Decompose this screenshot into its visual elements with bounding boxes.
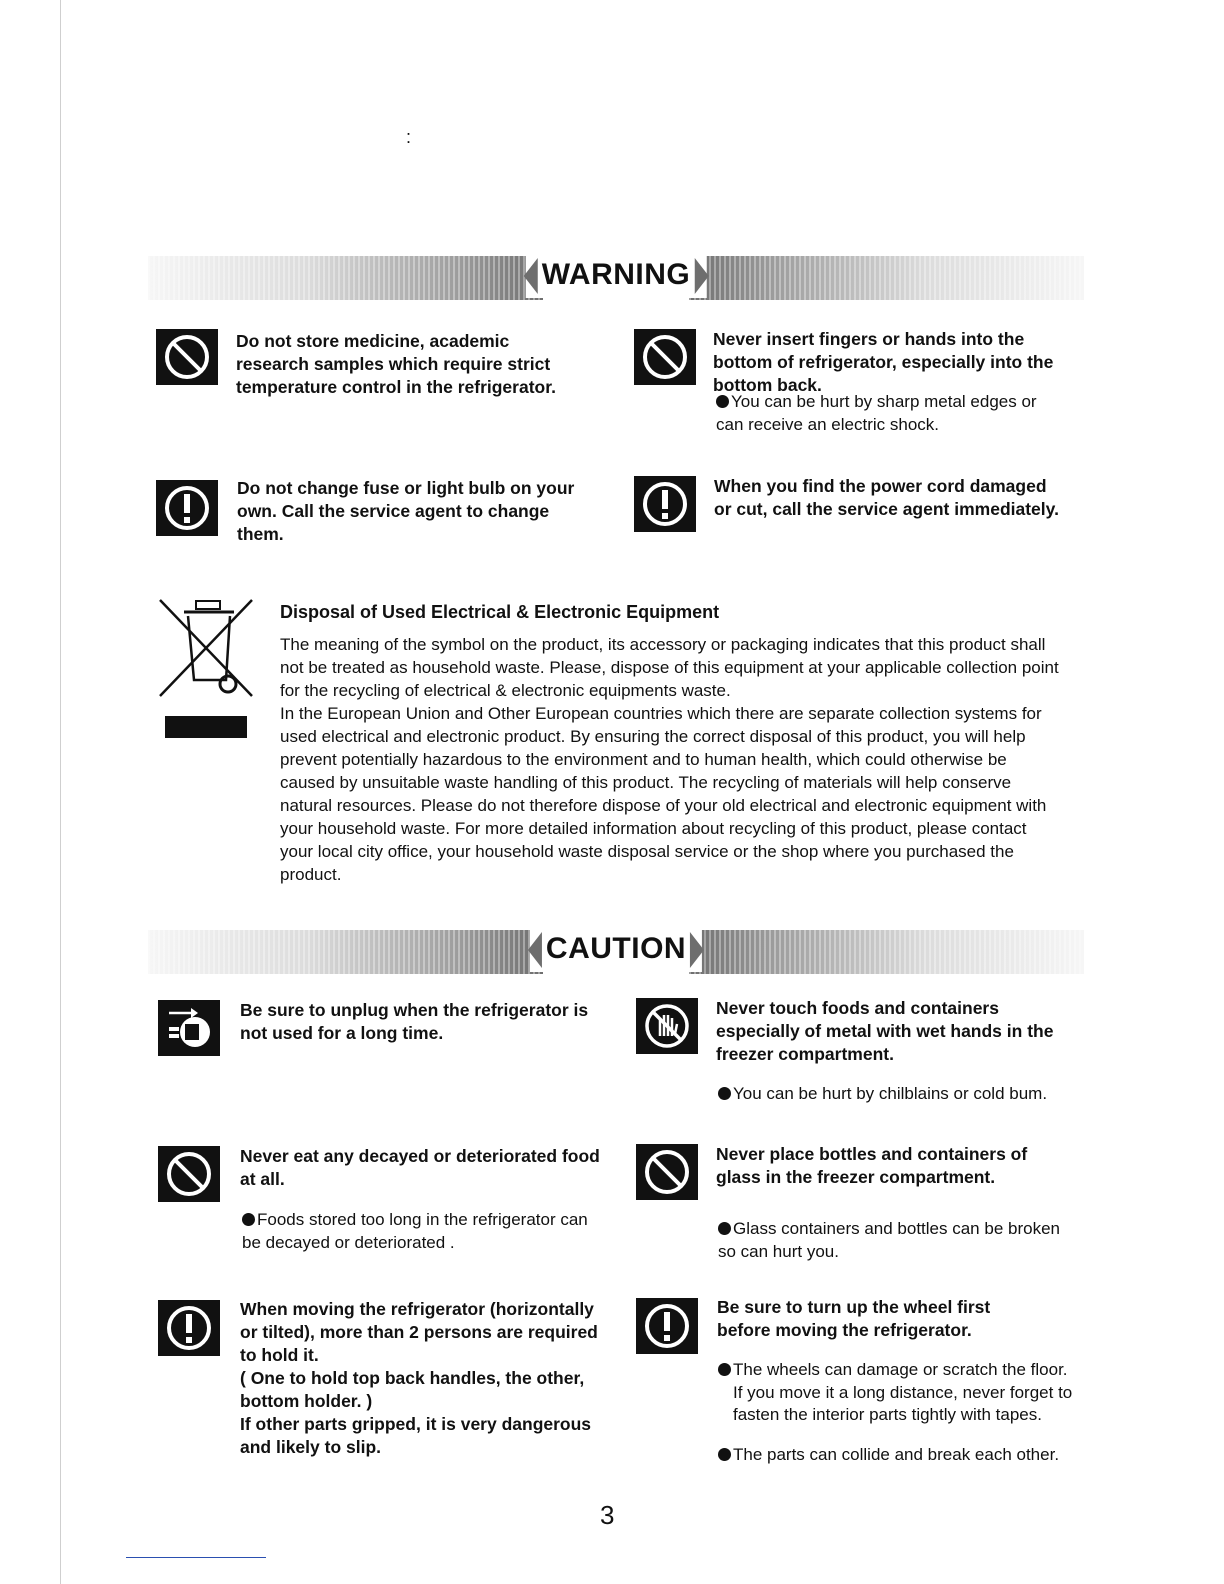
note-text: You can be hurt by chilblains or cold bum. bbox=[733, 1084, 1048, 1103]
caution-title: CAUTION bbox=[530, 926, 702, 972]
no-wet-hands-icon bbox=[636, 998, 698, 1054]
page-margin-line bbox=[60, 0, 61, 1584]
exclamation-icon bbox=[158, 1300, 220, 1356]
note-text: Foods stored too long in the refrigerator can be decayed or deteriorated . bbox=[242, 1210, 588, 1252]
caution-note-parts bbox=[718, 1444, 1078, 1467]
prohibition-icon bbox=[634, 329, 696, 385]
caution-moving-line-1: When moving the refrigerator (horizontally or tilted), more than 2 persons are required to hold it. bbox=[240, 1299, 598, 1365]
caution-note-decayed-food bbox=[242, 1209, 602, 1254]
warning-text-fingers: Never insert fingers or hands into the bottom of refrigerator, especially into the bottom back. bbox=[713, 329, 1054, 395]
note-text: The parts can collide and break each other. bbox=[733, 1445, 1060, 1464]
banner-right-band bbox=[689, 930, 1084, 974]
caution-moving-line-3: If other parts gripped, it is very dangerous and likely to slip. bbox=[240, 1414, 592, 1457]
caution-text-glass: Never place bottles and containers of glass in the freezer compartment. bbox=[716, 1144, 1028, 1187]
warning-note-fingers bbox=[716, 391, 1056, 436]
caution-note-glass bbox=[718, 1218, 1078, 1263]
banner-left-band bbox=[148, 930, 543, 974]
warning-title: WARNING bbox=[526, 252, 707, 298]
note-text-extra: If you move it a long distance, never forget to fasten the interior parts tightly with tapes. bbox=[733, 1382, 1073, 1424]
bullet-icon bbox=[716, 395, 729, 408]
disposal-body bbox=[280, 633, 1060, 886]
caution-text-decayed-food: Never eat any decayed or deteriorated food at all. bbox=[240, 1146, 600, 1189]
bullet-icon bbox=[242, 1213, 255, 1226]
banner-right-band bbox=[689, 256, 1084, 300]
page-number: 3 bbox=[600, 1500, 615, 1530]
prohibition-icon bbox=[158, 1146, 220, 1202]
exclamation-icon bbox=[156, 480, 218, 536]
disposal-title: Disposal of Used Electrical & Electronic Equipment bbox=[280, 602, 720, 622]
exclamation-icon bbox=[634, 476, 696, 532]
caution-text-wet-hands: Never touch foods and containers especially of metal with wet hands in the freezer compartment. bbox=[716, 998, 1054, 1064]
caution-note-wet-hands bbox=[718, 1083, 1058, 1106]
caution-text-moving bbox=[240, 1298, 600, 1459]
caution-banner bbox=[148, 926, 1084, 974]
prohibition-icon bbox=[156, 329, 218, 385]
footer-line bbox=[126, 1557, 266, 1558]
bullet-icon bbox=[718, 1448, 731, 1461]
unplug-icon bbox=[158, 1000, 220, 1056]
prohibition-icon bbox=[636, 1144, 698, 1200]
warning-banner bbox=[148, 252, 1084, 300]
bullet-icon bbox=[718, 1363, 731, 1376]
caution-moving-line-2: ( One to hold top back handles, the other, bottom holder. ) bbox=[240, 1368, 585, 1411]
warning-text-power-cord: When you find the power cord damaged or cut, call the service agent immediately. bbox=[714, 476, 1059, 519]
caution-note-wheel bbox=[718, 1359, 1078, 1427]
bullet-icon bbox=[718, 1222, 731, 1235]
disposal-paragraph-2: In the European Union and Other European countries which there are separate collection systems for used electrical and electronic product. By ensuring the correct disposal of this product, you will help prevent potentially hazardous to the environment and to human health, which could otherwise be caused by unsuitable waste handling of this product. The recycling of materials will help conserve natural resources. Please do not therefore dispose of your old electrical and electronic equipment with your household waste. For more detailed information about recycling of this product, please contact your local city office, your household waste disposal service or the shop where you purchased the product. bbox=[280, 704, 1047, 884]
warning-text-fuse: Do not change fuse or light bulb on your own. Call the service agent to change them. bbox=[237, 478, 575, 544]
disposal-paragraph-1: The meaning of the symbol on the product, its accessory or packaging indicates that this product shall not be treated as household waste. Please, dispose of this equipment at your applicable collection point for the recycling of electrical & electronic equipments waste. bbox=[280, 635, 1059, 700]
note-text: Glass containers and bottles can be broken so can hurt you. bbox=[718, 1219, 1060, 1261]
crossed-bin-icon bbox=[158, 598, 256, 703]
bullet-icon bbox=[718, 1087, 731, 1100]
weee-black-bar bbox=[165, 716, 247, 738]
stray-mark: : bbox=[406, 127, 412, 147]
warning-text-medicine: Do not store medicine, academic research samples which require strict temperature control in the refrigerator. bbox=[236, 331, 556, 397]
note-text: You can be hurt by sharp metal edges or can receive an electric shock. bbox=[716, 392, 1037, 434]
caution-text-wheel: Be sure to turn up the wheel first before moving the refrigerator. bbox=[717, 1297, 991, 1340]
caution-text-unplug: Be sure to unplug when the refrigerator is not used for a long time. bbox=[240, 1000, 589, 1043]
banner-left-band bbox=[148, 256, 543, 300]
note-text: The wheels can damage or scratch the floor. bbox=[733, 1360, 1068, 1379]
exclamation-icon bbox=[636, 1298, 698, 1354]
